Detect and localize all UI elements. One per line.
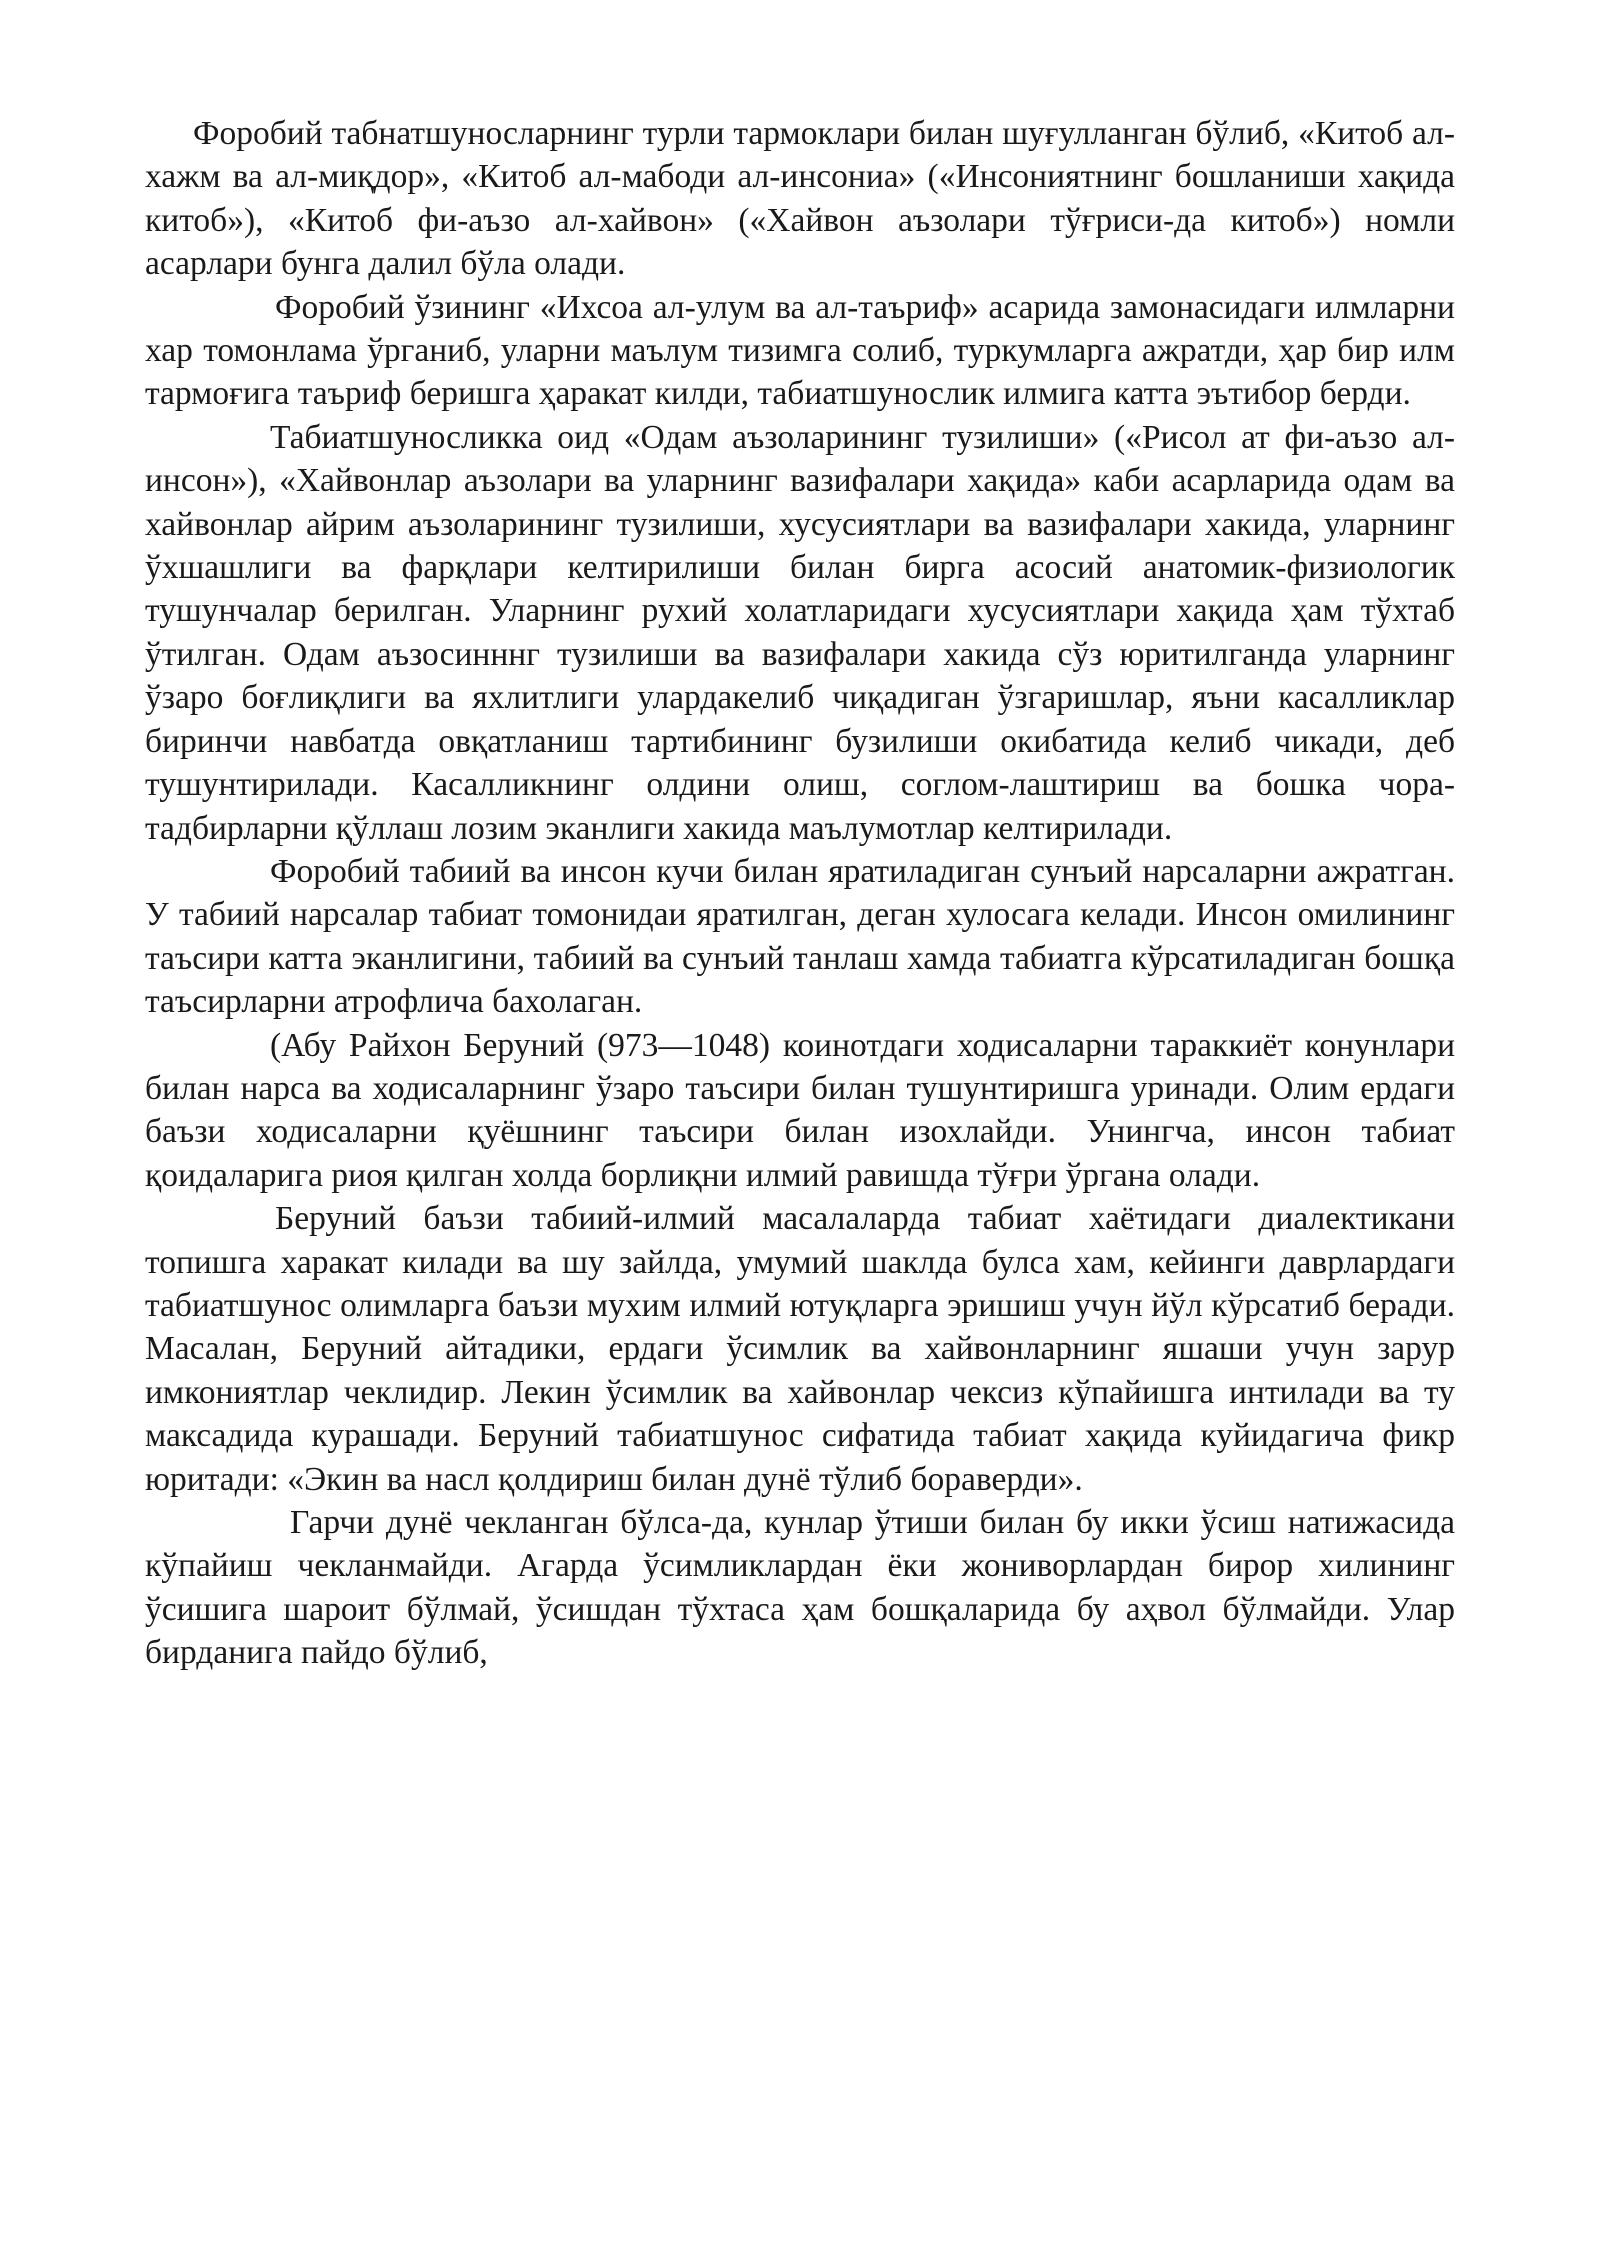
paragraph-1: Форобий табнатшуносларнинг турли тармоклари билан шуғулланган бўлиб, «Китоб ал-хажм ва ал-миқдор», «Китоб ал-мабоди ал-инсониа» («Инсониятнинг бошланиши хақида китоб»), «Китоб фи-аъзо ал-хайвон» («Хайвон аъзолари тўғриси-да китоб») номли асарлари бунга далил бўла олади. [145,115,1455,283]
paragraph-4: Форобий табиий ва инсон кучи билан яратиладиган сунъий нарсаларни ажратган. У табиий нарсалар табиат томонидаи яратилган, деган хулосага келади. Инсон омилининг таъсири катта эканлигини, табиий ва сунъий танлаш хамда табиатга кўрсатиладиган бошқа таъсирларни атрофлича бахолаган. [145,852,1455,1021]
paragraph-7: Гарчи дунё чекланган бўлса-да, кунлар ўтиши билан бу икки ўсиш натижасида кўпайиш чекланмайди. Агарда ўсимликлардан ёки жониворлардан бирор хилининг ўсишига шароит бўлмай, ўсишдан тўхтаса ҳам бошқаларида бу аҳвол бўлмайди. Улар бирданига пайдо бўлиб, [145,1504,1455,1672]
paragraph-3: Табиатшуносликка оид «Одам аъзоларининг тузилиши» («Рисол ат фи-аъзо ал-инсон»), «Хайвонлар аъзолари ва уларнинг вазифалари хақида» каби асарларида одам ва хайвонлар айрим аъзоларининг тузилиши, хусусиятлари ва вазифалари хакида, уларнинг ўхшашлиги ва фарқлари келтирилиши билан бирга асосий анатомик-физиологик тушунчалар берилган. Уларнинг рухий холатларидаги хусусиятлари хақида ҳам тўхтаб ўтилган. Одам аъзосинннг тузилиши ва вазифалари хакида сўз юритилганда уларнинг ўзаро боғлиқлиги ва яхлитлиги улардакелиб чиқадиган ўзгаришлар, яъни касалликлар биринчи навбатда овқатланиш тартибининг бузилиши окибатида келиб чикади, деб тушунтирилади. Касалликнинг олдини олиш, соглом-лаштириш ва бошка чора-тадбирларни қўллаш лозим эканлиги хакида маълумотлар келтирилади. [145,418,1455,847]
paragraph-5: (Абу Райхон Беруний (973—1048) коинотдаги ходисаларни тараккиёт конунлари билан нарса ва ходисаларнинг ўзаро таъсири билан тушунтиришга уринади. Олим ердаги баъзи ходисаларни қуёшнинг таъсири билан изохлайди. Унингча, инсон табиат қоидаларига риоя қилган холда борлиқни илмий равишда тўғри ўргана олади. [145,1026,1455,1194]
paragraph-2: Форобий ўзининг «Ихсоа ал-улум ва ал-таъриф» асарида замонасидаги илмларни хар томонлама ўрганиб, уларни маълум тизимга солиб, туркумларга ажратди, ҳар бир илм тармоғига таъриф беришга ҳаракат килди, табиатшунослик илмига катта эътибор берди. [145,288,1455,413]
document-body [145,112,1455,1675]
paragraph-6: Беруний баъзи табиий-илмий масалаларда табиат хаётидаги диалектикани топишга харакат килади ва шу зайлда, умумий шаклда булса хам, кейинги даврлардаги табиатшунос олимларга баъзи мухим илмий ютуқларга эришиш учун йўл кўрсатиб беради. Масалан, Беруний айтадики, ердаги ўсимлик ва хайвонларнинг яшаши учун зарур имкониятлар чеклидир. Лекин ўсимлик ва хайвонлар чексиз кўпайишга интилади ва ту максадида курашади. Беруний табиатшунос сифатида табиат хақида куйидагича фикр юритади: «Экин ва насл қолдириш билан дунё тўлиб бораверди». [145,1200,1455,1498]
